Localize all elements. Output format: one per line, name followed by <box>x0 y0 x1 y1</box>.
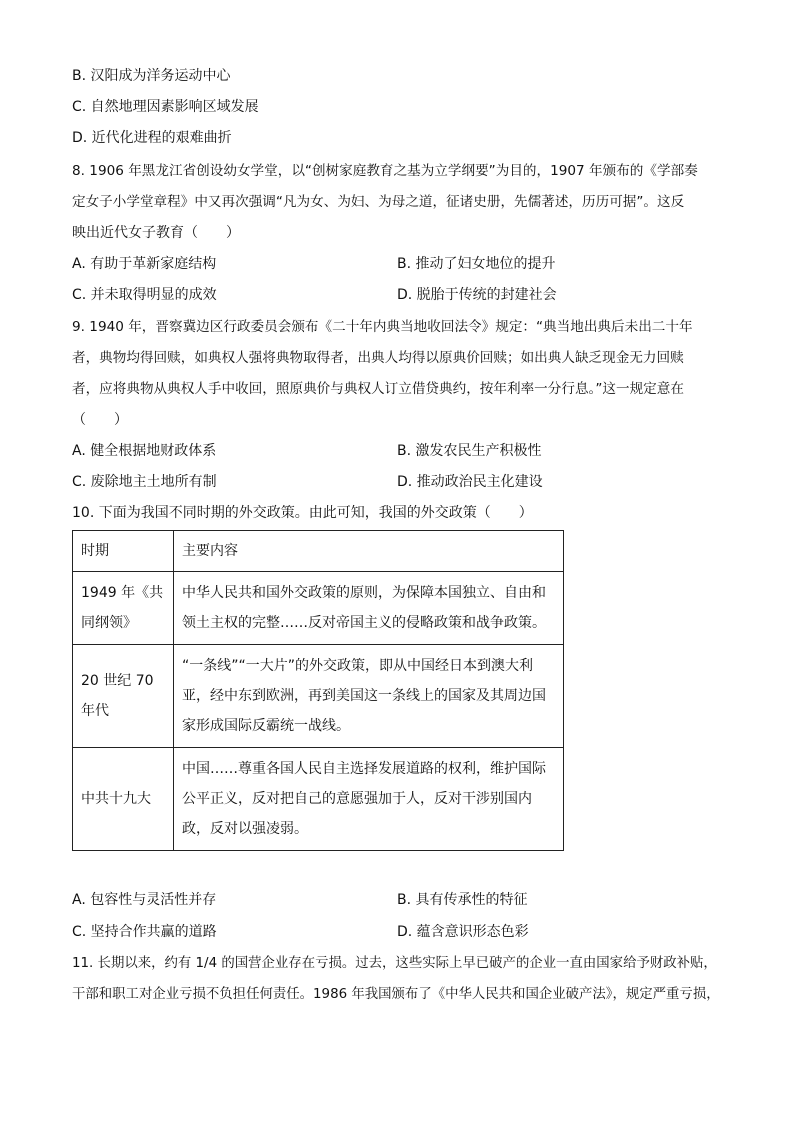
q8-stem-line-2: 定女子小学堂章程》中又再次强调“凡为女、为妇、为母之道，征诸史册，先儒著述，历历可据”。这反 <box>72 194 685 210</box>
table-row <box>73 645 564 748</box>
q10-option-d: D. 蕴含意识形态色彩 <box>397 924 529 940</box>
foreign-policy-table <box>72 530 564 851</box>
q9-option-c: C. 废除地主土地所有制 <box>72 474 217 490</box>
q8-stem-line-3: 映出近代女子教育（ ） <box>72 225 240 241</box>
q7-option-b: B. 汉阳成为洋务运动中心 <box>72 68 231 84</box>
table-cell-content: “一条线”“一大片”的外交政策，即从中国经日本到澳大利亚，经中东到欧洲，再到美国这一条线上的国家及其周边国家形成国际反霸统一战线。 <box>174 645 564 748</box>
table-header-row <box>73 531 564 572</box>
q10-option-c: C. 坚持合作共赢的道路 <box>72 924 217 940</box>
q9-option-a: A. 健全根据地财政体系 <box>72 443 217 459</box>
q9-option-d: D. 推动政治民主化建设 <box>397 474 543 490</box>
q10-option-b: B. 具有传承性的特征 <box>397 892 528 908</box>
table-header-cell: 主要内容 <box>174 531 564 572</box>
q7-option-d: D. 近代化进程的艰难曲折 <box>72 130 232 146</box>
q8-stem-line-1: 8. 1906 年黑龙江省创设幼女学堂，以“创树家庭教育之基为立学纲要”为目的，1907 年颁布的《学部奏 <box>72 163 698 179</box>
q8-option-a: A. 有助于革新家庭结构 <box>72 256 217 272</box>
q11-stem-line-2: 干部和职工对企业亏损不负担任何责任。1986 年我国颁布了《中华人民共和国企业破产法》，规定严重亏损， <box>72 987 720 1002</box>
table-cell-period: 1949 年《共同纲领》 <box>73 572 174 645</box>
q7-option-c: C. 自然地理因素影响区域发展 <box>72 99 259 115</box>
table-row <box>73 748 564 851</box>
table-cell-content: 中华人民共和国外交政策的原则，为保障本国独立、自由和领土主权的完整……反对帝国主义的侵略政策和战争政策。 <box>174 572 564 645</box>
q10-stem: 10. 下面为我国不同时期的外交政策。由此可知，我国的外交政策（ ） <box>72 505 533 521</box>
q9-stem-line-3: 者，应将典物从典权人手中收回，照原典价与典权人订立借贷典约，按年利率一分行息。”这一规定意在 <box>72 381 684 397</box>
q9-stem-line-1: 9. 1940 年，晋察冀边区行政委员会颁布《二十年内典当地收回法令》规定：“典当地出典后未出二十年 <box>72 319 693 335</box>
q8-option-d: D. 脱胎于传统的封建社会 <box>397 287 557 303</box>
q9-stem-line-2: 者，典物均得回赎，如典权人强将典物取得者，出典人均得以原典价回赎；如出典人缺乏现金无力回赎 <box>72 350 684 366</box>
q9-option-b: B. 激发农民生产积极性 <box>397 443 542 459</box>
table-cell-period: 中共十九大 <box>73 748 174 851</box>
q8-option-c: C. 并未取得明显的成效 <box>72 287 217 303</box>
table-cell-content: 中国……尊重各国人民自主选择发展道路的权利，维护国际公平正义，反对把自己的意愿强加于人，反对干涉别国内政，反对以强凌弱。 <box>174 748 564 851</box>
q10-option-a: A. 包容性与灵活性并存 <box>72 892 217 908</box>
q9-stem-line-4: （ ） <box>72 412 128 428</box>
table-row <box>73 572 564 645</box>
q11-stem-line-1: 11. 长期以来，约有 1/4 的国营企业存在亏损。过去，这些实际上早已破产的企业一直由国家给予财政补贴， <box>72 956 717 971</box>
table-header-cell: 时期 <box>73 531 174 572</box>
table-cell-period: 20 世纪 70 年代 <box>73 645 174 748</box>
q8-option-b: B. 推动了妇女地位的提升 <box>397 256 556 272</box>
